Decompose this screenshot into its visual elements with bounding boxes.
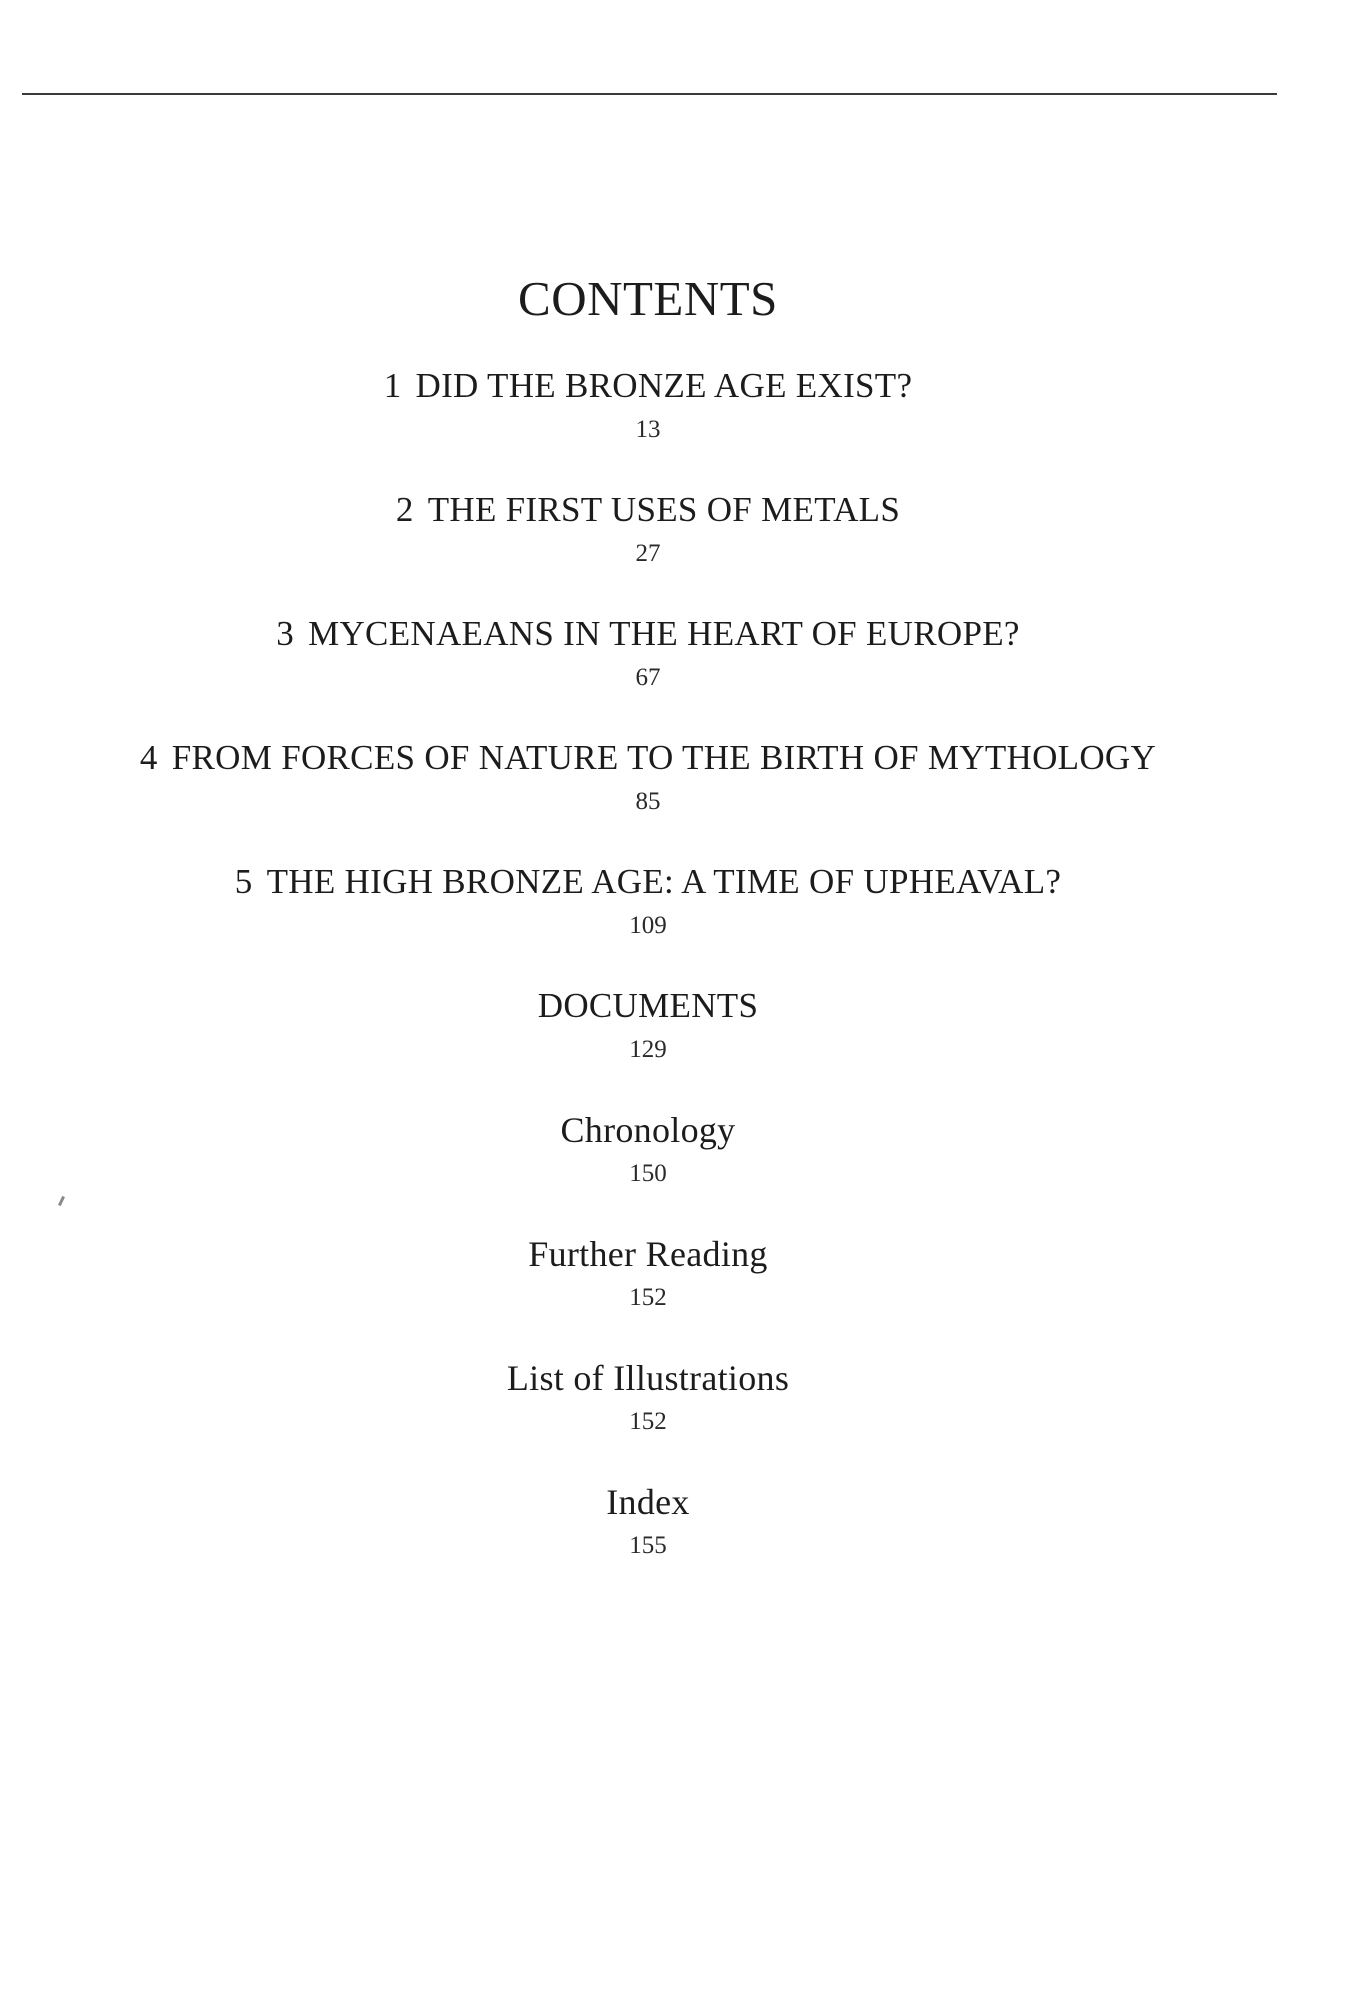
page-number: 152	[629, 1408, 667, 1435]
section-title: Index	[606, 1482, 690, 1522]
table-of-contents	[0, 270, 1296, 1605]
section-title: DOCUMENTS	[537, 986, 759, 1025]
toc-entry-chronology[interactable]	[0, 1109, 1296, 1191]
section-title: Chronology	[560, 1110, 736, 1150]
page-number: 109	[629, 912, 667, 939]
toc-entry-further-reading[interactable]	[0, 1233, 1296, 1315]
page-number: 27	[635, 540, 661, 567]
chapter-title: DID THE BRONZE AGE EXIST?	[415, 366, 913, 405]
page-number: 129	[629, 1036, 667, 1063]
page-title: CONTENTS	[518, 271, 778, 326]
chapter-title: THE HIGH BRONZE AGE: A TIME OF UPHEAVAL?	[266, 862, 1062, 901]
toc-entry-label	[0, 489, 1296, 531]
chapter-number: 4	[139, 738, 158, 777]
top-rule	[22, 93, 1277, 95]
chapter-title: MYCENAEANS IN THE HEART OF EUROPE?	[308, 614, 1020, 653]
toc-entry-5[interactable]	[0, 861, 1296, 943]
toc-entry-label	[0, 861, 1296, 903]
section-title: Further Reading	[528, 1234, 768, 1274]
chapter-title: FROM FORCES OF NATURE TO THE BIRTH OF MYTHOLOGY	[171, 738, 1157, 777]
toc-entry-label	[0, 737, 1296, 779]
chapter-number: 2	[395, 490, 414, 529]
chapter-number: 5	[234, 862, 253, 901]
page-number: 152	[629, 1284, 667, 1311]
toc-entry-label	[0, 365, 1296, 407]
toc-entry-2[interactable]	[0, 489, 1296, 571]
section-title: List of Illustrations	[506, 1358, 790, 1398]
toc-entry-list-of-illustrations[interactable]	[0, 1357, 1296, 1439]
chapter-number: 3	[276, 614, 295, 653]
toc-entry-4[interactable]	[0, 737, 1296, 819]
toc-entry-documents[interactable]	[0, 985, 1296, 1067]
toc-entry-1[interactable]	[0, 365, 1296, 447]
page-number: 85	[635, 788, 661, 815]
page-number: 150	[629, 1160, 667, 1187]
toc-entry-3[interactable]	[0, 613, 1296, 695]
page-number: 155	[629, 1532, 667, 1559]
page-number: 13	[635, 416, 661, 443]
chapter-number: 1	[383, 366, 402, 405]
toc-entry-index[interactable]	[0, 1481, 1296, 1563]
page-number: 67	[635, 664, 661, 691]
toc-entry-label	[0, 613, 1296, 655]
chapter-title: THE FIRST USES OF METALS	[427, 490, 901, 529]
